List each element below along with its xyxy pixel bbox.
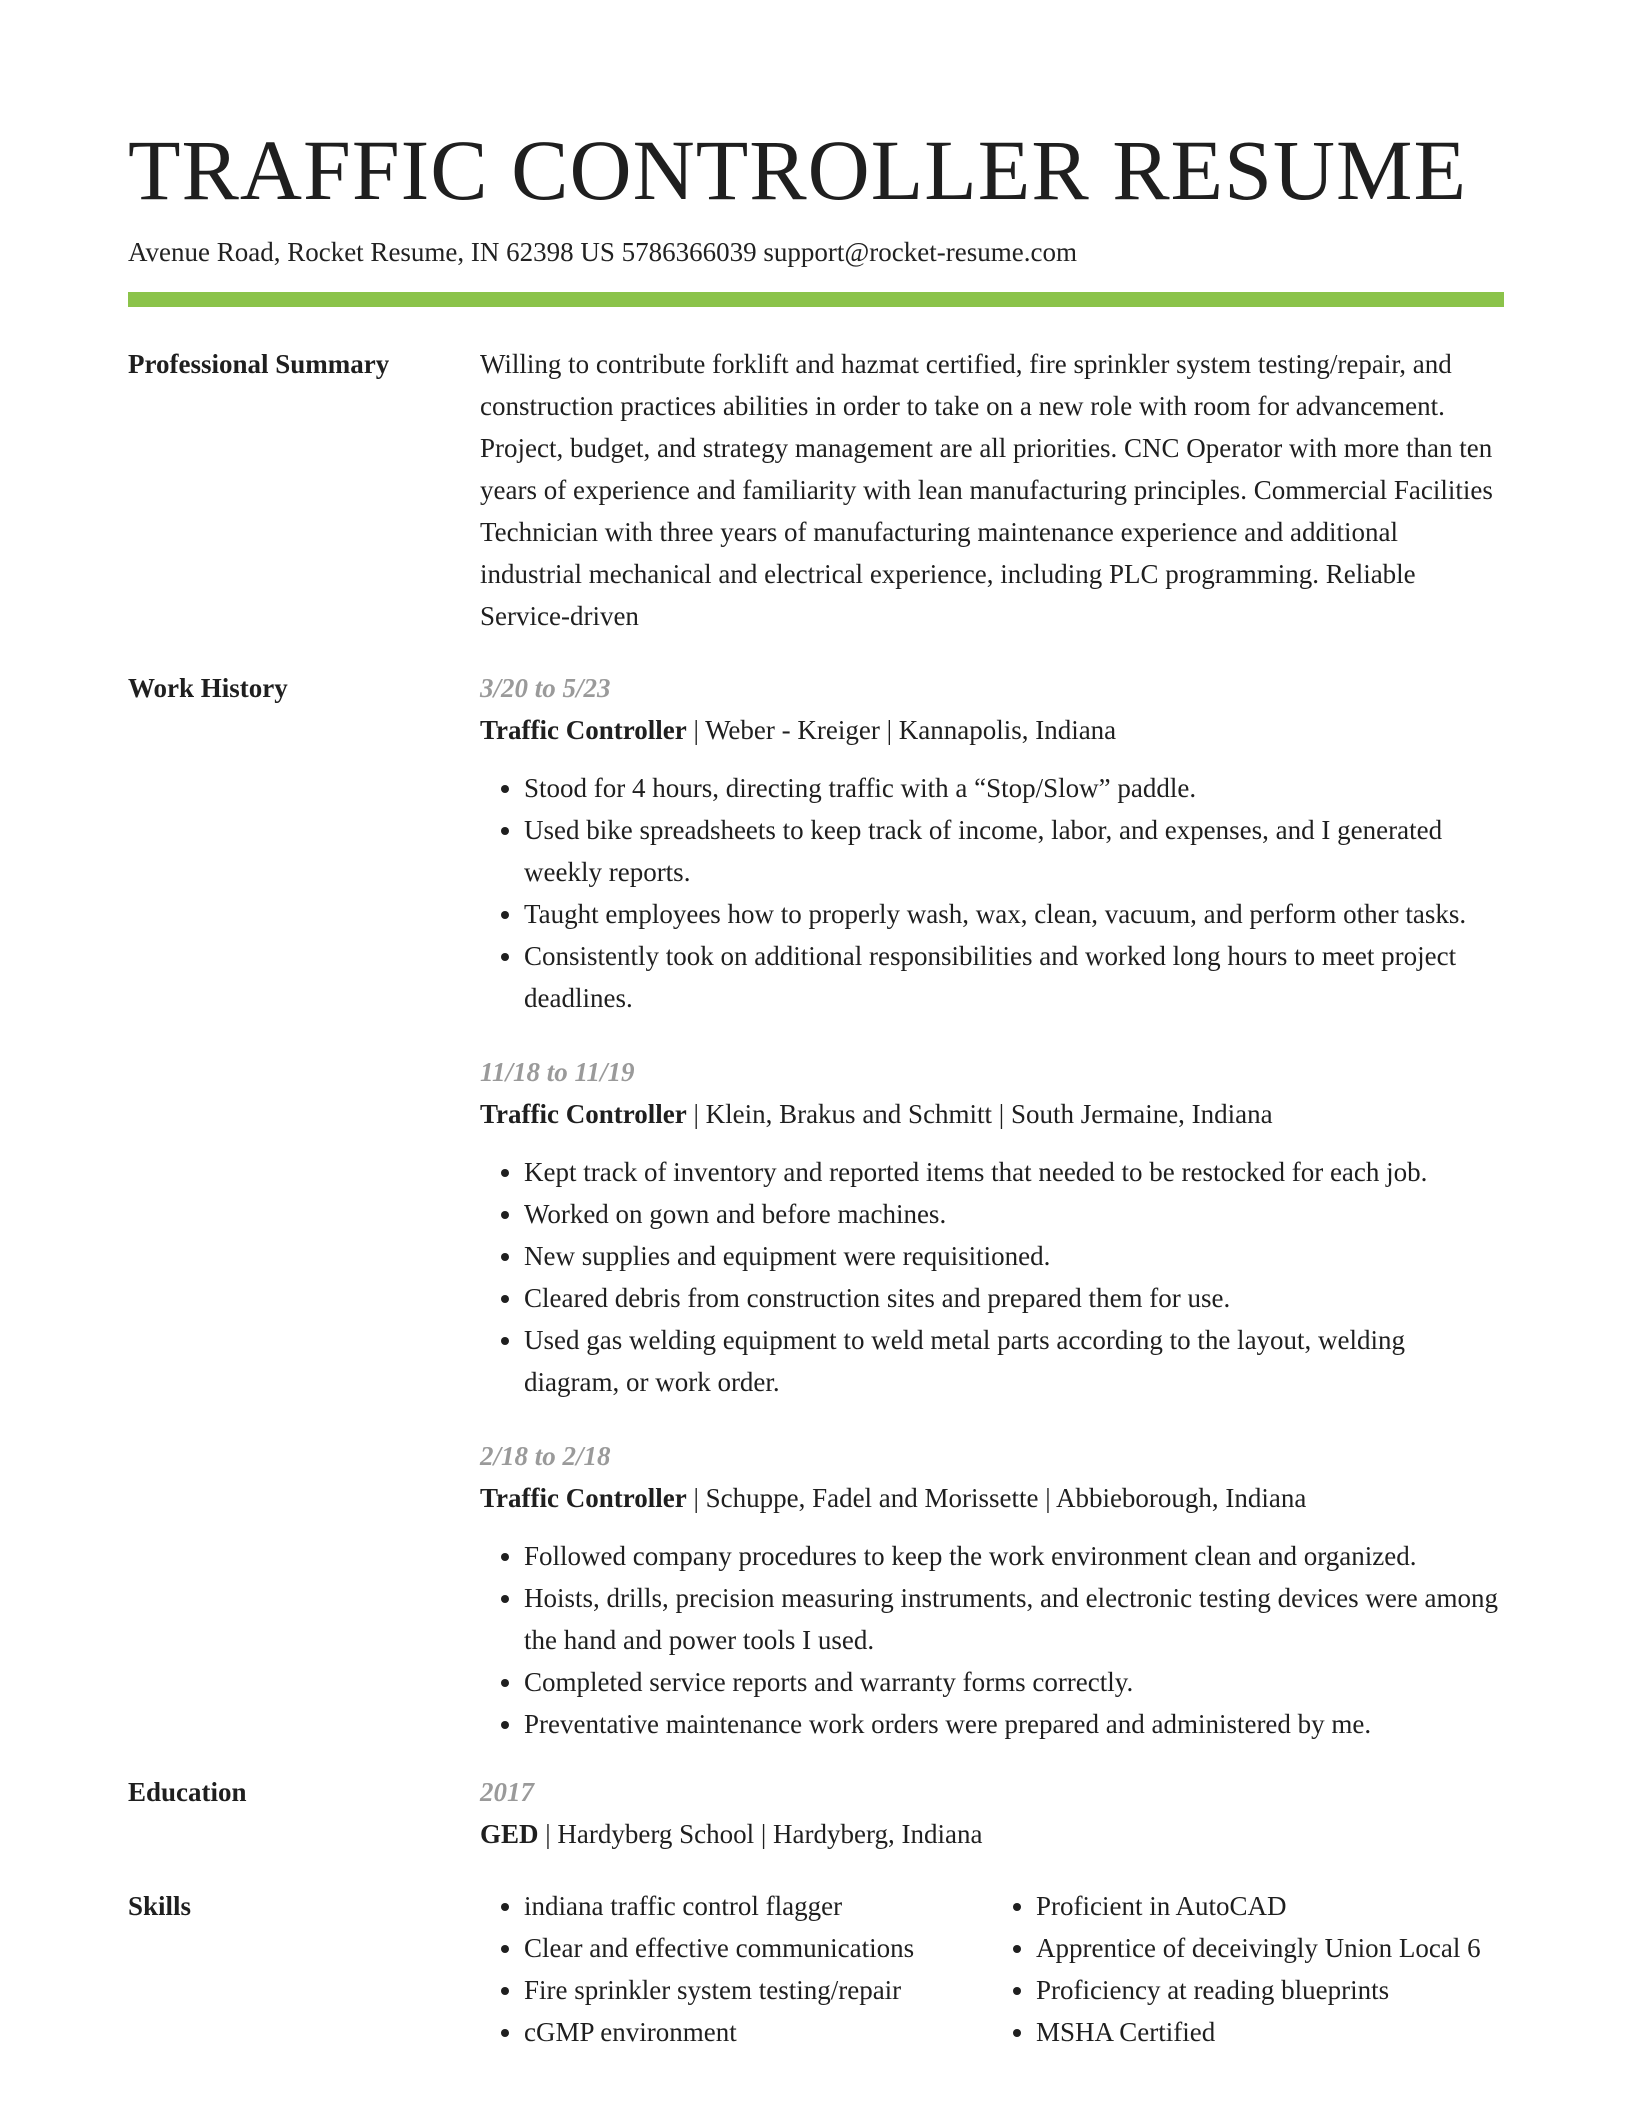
resume-page [128, 118, 1504, 2053]
job-bullet: • Kept track of inventory and reported items that needed to be restocked for each job. [524, 1151, 1504, 1193]
job-details: | Schuppe, Fadel and Morissette | Abbieborough, Indiana [686, 1483, 1307, 1513]
job-bullet: • Used bike spreadsheets to keep track of income, labor, and expenses, and I generated weekly reports. [524, 809, 1504, 893]
job-bullet: • Used gas welding equipment to weld metal parts according to the layout, welding diagram, or work order. [524, 1319, 1504, 1403]
job-bullet: • Hoists, drills, precision measuring instruments, and electronic testing devices were among the hand and power tools I used. [524, 1577, 1504, 1661]
job-bullet: • Taught employees how to properly wash, wax, clean, vacuum, and perform other tasks. [524, 893, 1504, 935]
job-line [480, 709, 1504, 751]
skills-list-left [480, 1885, 992, 2053]
education-degree: GED [480, 1819, 539, 1849]
accent-divider [128, 292, 1504, 307]
job-bullet: • Stood for 4 hours, directing traffic with a “Stop/Slow” paddle. [524, 767, 1504, 809]
job-bullets [480, 1535, 1504, 1745]
education-details: | Hardyberg School | Hardyberg, Indiana [538, 1819, 983, 1849]
education-date: 2017 [480, 1777, 534, 1807]
job-date: 2/18 to 2/18 [480, 1441, 611, 1471]
job-bullets [480, 1151, 1504, 1403]
work-section [128, 667, 1504, 1777]
job-date: 3/20 to 5/23 [480, 673, 611, 703]
education-section [128, 1771, 1504, 1855]
resume-title: TRAFFIC CONTROLLER RESUME [128, 122, 1468, 218]
job-entry [480, 1435, 1504, 1745]
job-entry [480, 667, 1504, 1019]
section-label-summary: Professional Summary [128, 349, 390, 379]
job-title: Traffic Controller [480, 1483, 687, 1513]
job-details: | Weber - Kreiger | Kannapolis, Indiana [686, 715, 1117, 745]
contact-line: Avenue Road, Rocket Resume, IN 62398 US 5786366039 support@rocket-resume.com [128, 237, 1077, 267]
job-bullet: • New supplies and equipment were requisitioned. [524, 1235, 1504, 1277]
work-history-list [480, 667, 1504, 1777]
job-title: Traffic Controller [480, 1099, 687, 1129]
education-line [480, 1813, 1504, 1855]
job-details: | Klein, Brakus and Schmitt | South Jermaine, Indiana [686, 1099, 1273, 1129]
skill-item: • Clear and effective communications [524, 1927, 992, 1969]
job-bullet: • Followed company procedures to keep the work environment clean and organized. [524, 1535, 1504, 1577]
skill-item: • Proficiency at reading blueprints [1036, 1969, 1504, 2011]
section-label-skills: Skills [128, 1891, 192, 1921]
job-bullet: • Consistently took on additional responsibilities and worked long hours to meet project deadlines. [524, 935, 1504, 1019]
skill-item: • cGMP environment [524, 2011, 992, 2053]
job-bullet: • Worked on gown and before machines. [524, 1193, 1504, 1235]
job-line [480, 1093, 1504, 1135]
job-bullet: • Completed service reports and warranty forms correctly. [524, 1661, 1504, 1703]
job-bullet: • Cleared debris from construction sites and prepared them for use. [524, 1277, 1504, 1319]
summary-section [128, 343, 1504, 637]
job-bullet: • Preventative maintenance work orders were prepared and administered by me. [524, 1703, 1504, 1745]
summary-text: Willing to contribute forklift and hazmat certified, fire sprinkler system testing/repair, and construction practices abilities in order to take on a new role with room for advancement. Project, budget, and strategy management are all priorities. CNC Operator with more than ten years of experience and familiarity with lean manufacturing principles. Commercial Facilities Technician with three years of manufacturing maintenance experience and additional industrial mechanical and electrical experience, including PLC programming. Reliable Service-driven [480, 349, 1493, 631]
job-bullets [480, 767, 1504, 1019]
job-title: Traffic Controller [480, 715, 687, 745]
job-date: 11/18 to 11/19 [480, 1057, 635, 1087]
skill-item: • Proficient in AutoCAD [1036, 1885, 1504, 1927]
skill-item: • MSHA Certified [1036, 2011, 1504, 2053]
skill-item: • Apprentice of deceivingly Union Local 6 [1036, 1927, 1504, 1969]
section-label-education: Education [128, 1777, 247, 1807]
skill-item: • indiana traffic control flagger [524, 1885, 992, 1927]
job-entry [480, 1051, 1504, 1403]
skills-section [128, 1885, 1504, 2053]
job-line [480, 1477, 1504, 1519]
skill-item: • Fire sprinkler system testing/repair [524, 1969, 992, 2011]
section-label-work: Work History [128, 673, 288, 703]
skills-list-right [992, 1885, 1504, 2053]
